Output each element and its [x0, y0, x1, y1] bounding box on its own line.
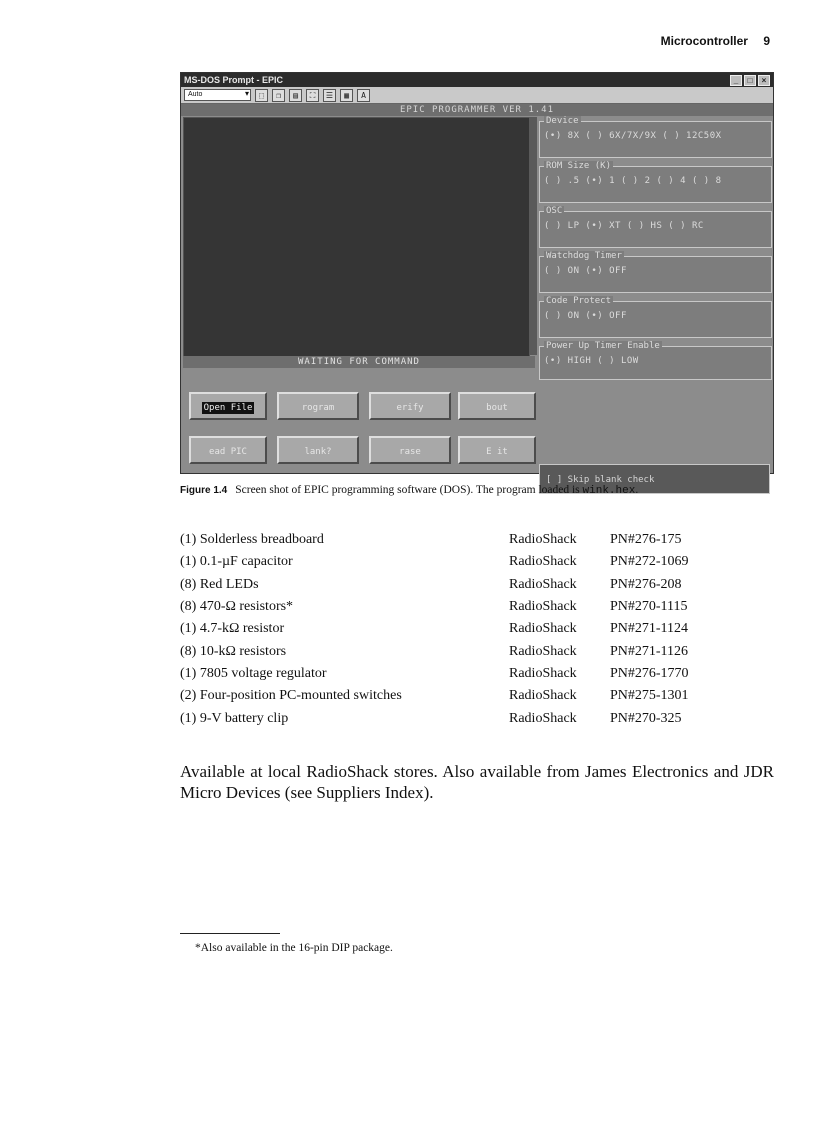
- watchdog-options[interactable]: ( ) ON (•) OFF: [544, 266, 627, 276]
- figure-label: Figure 1.4: [180, 485, 228, 496]
- code-protect-group[interactable]: [539, 296, 772, 338]
- power-up-timer-group[interactable]: [539, 341, 772, 380]
- device-group[interactable]: [539, 116, 772, 158]
- part-number: PN#276-208: [610, 576, 682, 592]
- watchdog-group[interactable]: [539, 251, 772, 293]
- watchdog-legend: Watchdog Timer: [546, 251, 622, 261]
- figure-caption: [180, 484, 780, 497]
- caption-end: .: [635, 484, 639, 496]
- file-view[interactable]: [183, 117, 530, 357]
- part-item: (1) 7805 voltage regulator: [180, 665, 327, 681]
- availability-paragraph: Available at local RadioShack stores. Also available from James Electronics and JDR Micro Devices (see Suppliers Index).: [180, 762, 774, 802]
- mark-icon[interactable]: ⬚: [255, 89, 268, 102]
- device-legend: Device: [546, 116, 579, 126]
- exit-button[interactable]: E it: [458, 436, 536, 464]
- read-pic-button[interactable]: ead PIC: [189, 436, 267, 464]
- part-number: PN#276-1770: [610, 665, 689, 681]
- part-item: (1) Solderless breadboard: [180, 532, 324, 548]
- window-title: MS-DOS Prompt - EPIC: [184, 75, 284, 85]
- parts-row: [180, 640, 689, 662]
- window-controls: [730, 75, 770, 86]
- file-view-scrollbar[interactable]: [529, 117, 537, 355]
- running-head: [0, 34, 770, 48]
- parts-list: [180, 529, 689, 730]
- font-button[interactable]: A: [357, 89, 370, 102]
- footnote-rule: [180, 933, 280, 934]
- part-number: PN#275-1301: [610, 688, 689, 704]
- part-number: PN#276-175: [610, 532, 682, 548]
- paste-icon[interactable]: ▤: [289, 89, 302, 102]
- rom-size-group[interactable]: [539, 161, 772, 203]
- part-number: PN#270-325: [610, 710, 682, 726]
- part-item: (8) 10-kΩ resistors: [180, 643, 287, 659]
- part-item: (8) Red LEDs: [180, 576, 259, 592]
- parts-row: [180, 618, 689, 640]
- part-vendor: RadioShack: [509, 688, 577, 704]
- parts-row: [180, 707, 689, 729]
- osc-group[interactable]: [539, 206, 772, 248]
- epic-screenshot: [180, 72, 774, 485]
- program-header: EPIC PROGRAMMER VER 1.41: [181, 104, 773, 116]
- copy-icon[interactable]: ❐: [272, 89, 285, 102]
- status-line: WAITING FOR COMMAND: [183, 356, 535, 368]
- part-vendor: RadioShack: [509, 576, 577, 592]
- part-number: PN#271-1124: [610, 621, 689, 637]
- device-options[interactable]: (•) 8X ( ) 6X/7X/9X ( ) 12C50X: [544, 131, 722, 141]
- part-vendor: RadioShack: [509, 554, 577, 570]
- code-protect-options[interactable]: ( ) ON (•) OFF: [544, 311, 627, 321]
- parts-row: [180, 551, 689, 573]
- open-file-button[interactable]: [189, 392, 267, 420]
- properties-icon[interactable]: ☰: [323, 89, 336, 102]
- part-number: PN#272-1069: [610, 554, 689, 570]
- part-item: (1) 9-V battery clip: [180, 710, 289, 726]
- rom-size-options[interactable]: ( ) .5 (•) 1 ( ) 2 ( ) 4 ( ) 8: [544, 176, 722, 186]
- power-up-timer-options[interactable]: (•) HIGH ( ) LOW: [544, 356, 639, 366]
- rom-size-legend: ROM Size (K): [546, 161, 612, 171]
- epic-screen: [181, 104, 773, 485]
- part-vendor: RadioShack: [509, 643, 577, 659]
- part-vendor: RadioShack: [509, 710, 577, 726]
- footnote: *Also available in the 16-pin DIP package.: [195, 942, 393, 954]
- part-vendor: RadioShack: [509, 665, 577, 681]
- caption-filename: wink.hex: [582, 485, 636, 497]
- power-up-timer-legend: Power Up Timer Enable: [546, 341, 660, 351]
- part-item: (1) 4.7-kΩ resistor: [180, 621, 285, 637]
- minimize-icon[interactable]: _: [730, 75, 742, 86]
- running-head-title: Microcontroller: [660, 34, 748, 48]
- parts-row: [180, 574, 689, 596]
- verify-button[interactable]: erify: [369, 392, 451, 420]
- font-size-select[interactable]: Auto ▾: [184, 89, 251, 101]
- part-item: (1) 0.1-µF capacitor: [180, 554, 293, 570]
- maximize-icon[interactable]: □: [744, 75, 756, 86]
- part-item: (8) 470-Ω resistors*: [180, 599, 294, 615]
- erase-button[interactable]: rase: [369, 436, 451, 464]
- code-protect-legend: Code Protect: [546, 296, 612, 306]
- window-titlebar: [181, 73, 773, 87]
- part-number: PN#271-1126: [610, 643, 689, 659]
- caption-text: Screen shot of EPIC programming software (DOS). The program loaded is: [235, 484, 580, 496]
- parts-row: [180, 663, 689, 685]
- dos-toolbar: [181, 87, 773, 104]
- part-vendor: RadioShack: [509, 532, 577, 548]
- background-icon[interactable]: ▦: [340, 89, 353, 102]
- parts-row: [180, 685, 689, 707]
- open-file-label: Open File: [203, 403, 253, 413]
- about-button[interactable]: bout: [458, 392, 536, 420]
- part-number: PN#270-1115: [610, 599, 688, 615]
- part-vendor: RadioShack: [509, 599, 577, 615]
- part-vendor: RadioShack: [509, 621, 577, 637]
- parts-row: [180, 596, 689, 618]
- parts-row: [180, 529, 689, 551]
- program-button[interactable]: rogram: [277, 392, 359, 420]
- page-number: 9: [763, 34, 770, 48]
- close-icon[interactable]: ×: [758, 75, 770, 86]
- osc-legend: OSC: [546, 206, 563, 216]
- blank-check-button[interactable]: lank?: [277, 436, 359, 464]
- skip-blank-check[interactable]: [ ] Skip blank check: [539, 464, 770, 494]
- part-item: (2) Four-position PC-mounted switches: [180, 688, 402, 704]
- osc-options[interactable]: ( ) LP (•) XT ( ) HS ( ) RC: [544, 221, 704, 231]
- fullscreen-icon[interactable]: ⛶: [306, 89, 319, 102]
